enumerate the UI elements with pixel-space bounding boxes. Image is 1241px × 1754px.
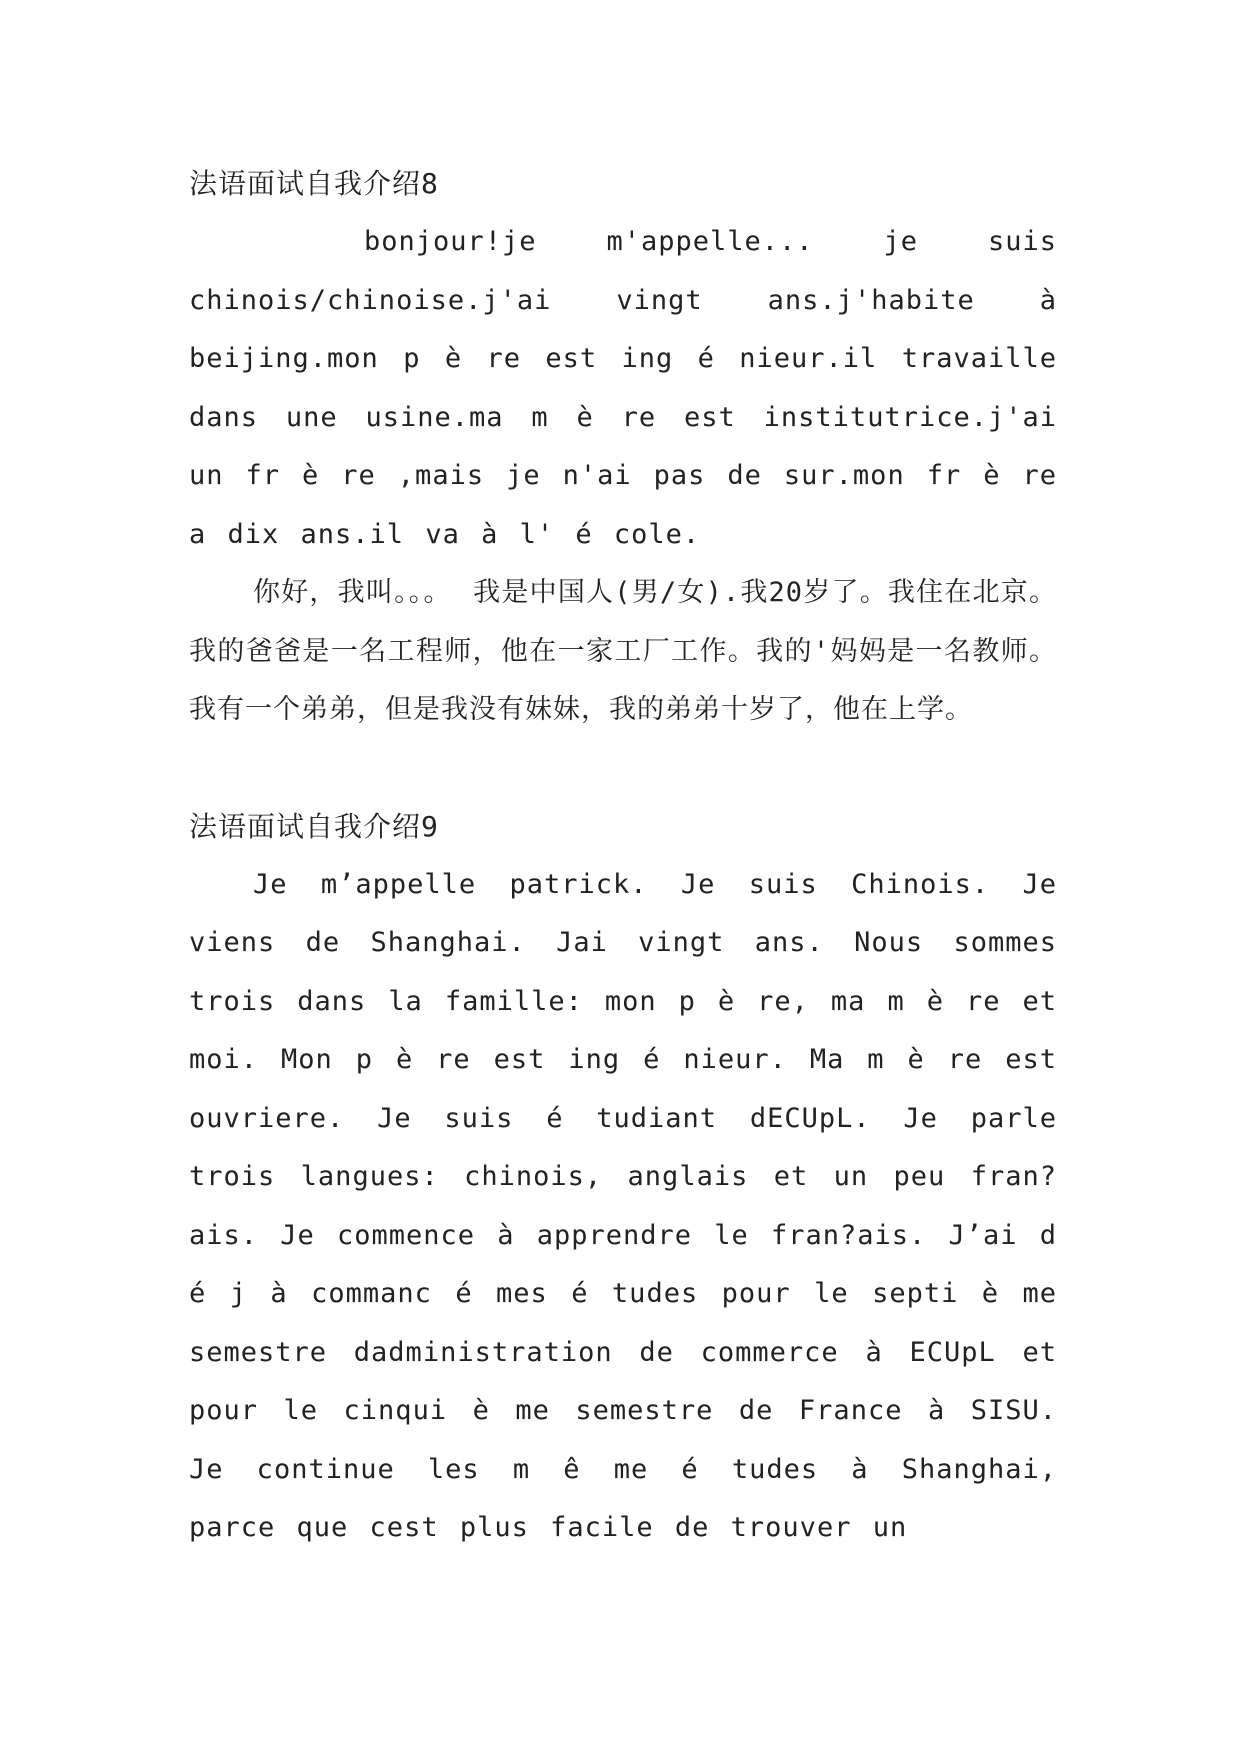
french-paragraph-9: Je m’appelle patrick. Je suis Chinois. Je viens de Shanghai. Jai vingt ans. Nous sommes trois dans la famille: mon p è re, ma m è re et moi. Mon p è re est ing é nieur. Ma m è re est ouvriere. Je suis é tudiant dECUpL. Je parle trois langues: chinois, anglais et un peu fran?ais. Je commence à apprendre le fran?ais. J’ai d é j à commanc é mes é tudes pour le septi è me semestre dadministration de commerce à ECUpL et pour le cinqui è me semestre de France à SISU. Je continue les m ê me é tudes à Shanghai, parce que cest plus facile de trouver un [189,868,1057,1543]
section-title-8: 法语面试自我介绍8 [189,167,439,200]
french-paragraph-8: bonjour!je m'appelle... je suis chinois/chinoise.j'ai vingt ans.j'habite à beijing.mon p è re est ing é nieur.il travaille dans une usine.ma m è re est institutrice.j'ai un fr è re ,mais je n'ai pas de sur.mon fr è re a dix ans.il va à l' é cole. [189,226,1057,550]
chinese-paragraph-8: 你好，我叫。。。 我是中国人(男/女).我20岁了。我住在北京。我的爸爸是一名工程师，他在一家工厂工作。我的'妈妈是一名教师。我有一个弟弟，但是我没有妹妹，我的弟弟十岁了，他在上学。 [189,577,1057,725]
document-content [189,155,1057,1558]
section-spacer [189,740,1057,798]
section-title-9: 法语面试自我介绍9 [189,809,439,843]
